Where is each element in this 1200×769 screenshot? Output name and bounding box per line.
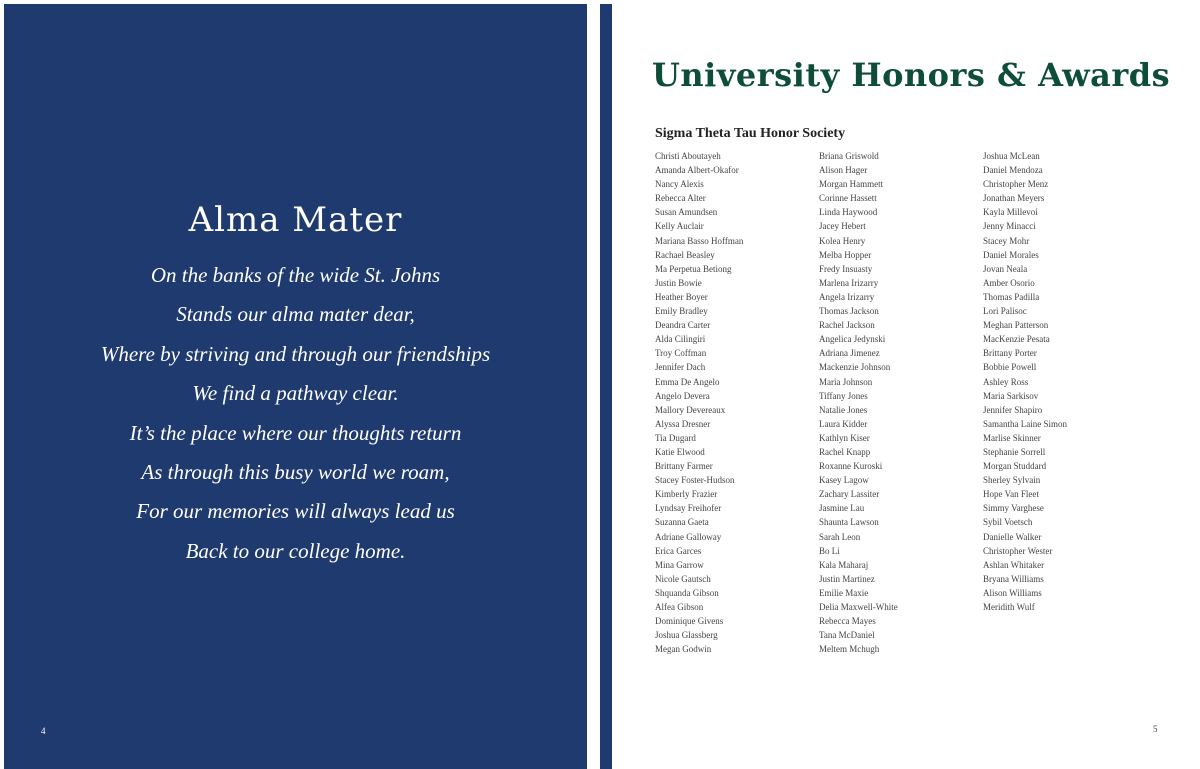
member-name: Morgan Studdard	[983, 461, 1047, 472]
member-name: Amber Osorio	[983, 277, 1035, 288]
member-name: Marlena Irizarry	[819, 277, 879, 288]
member-name: Angela Irizarry	[819, 291, 875, 302]
member-name: Brittany Farmer	[655, 461, 713, 472]
verse-line: For our memories will always lead us	[136, 499, 455, 524]
member-name: Kimberly Frazier	[655, 489, 718, 500]
member-name: Zachary Lassiter	[819, 489, 880, 500]
member-name: Dominique Givens	[655, 616, 724, 627]
member-name: Morgan Hammett	[819, 179, 884, 190]
member-name: Jennifer Dach	[655, 362, 706, 373]
member-name: Mariana Basso Hoffman	[655, 235, 744, 246]
member-name: Jovan Neala	[983, 263, 1028, 274]
member-name: Delia Maxwell-White	[819, 602, 898, 612]
member-name: Amanda Albert-Okafor	[655, 165, 739, 176]
member-name: Justin Bowie	[655, 277, 702, 288]
member-name: Simmy Varghese	[983, 503, 1044, 514]
member-name: Christopher Wester	[983, 545, 1053, 556]
member-name: Bo Li	[819, 545, 840, 556]
member-name: Briana Griswold	[819, 151, 879, 161]
member-name: Rachael Beasley	[655, 249, 715, 260]
member-name: Alda Cilingiri	[655, 334, 706, 345]
member-name: Stacey Mohr	[983, 235, 1030, 246]
member-name: Susan Amundsen	[655, 207, 718, 218]
member-name: Nancy Alexis	[655, 179, 704, 190]
member-name: Meltem Mchugh	[819, 644, 880, 655]
member-name: Emilie Maxie	[819, 587, 869, 598]
member-name: Roxanne Kuroski	[819, 461, 883, 472]
verse-line: We find a pathway clear.	[192, 381, 399, 406]
alma-mater-verse	[4, 256, 587, 571]
member-name: Jonathan Meyers	[983, 193, 1045, 204]
member-name: Natalie Jones	[819, 404, 868, 415]
member-name: Jenny Minacci	[983, 221, 1036, 232]
member-name: Joshua Glassberg	[655, 630, 718, 641]
name-column-3	[983, 149, 1067, 614]
member-name: Adriane Galloway	[655, 531, 722, 542]
member-name: Sybil Voetsch	[983, 517, 1033, 528]
member-name: Erica Garces	[655, 545, 702, 556]
member-name: MacKenzie Pesata	[983, 334, 1050, 345]
member-name: Kala Maharaj	[819, 559, 869, 570]
name-column-1	[655, 149, 743, 656]
member-name: Sherley Sylvain	[983, 475, 1041, 486]
member-name: Danielle Walker	[983, 531, 1042, 542]
member-name: Hope Van Fleet	[983, 489, 1039, 500]
member-name: Kayla Millevoi	[983, 207, 1038, 218]
verse-line: It’s the place where our thoughts return	[129, 420, 462, 445]
member-name: Suzanna Gaeta	[655, 517, 709, 528]
member-name: Adriana Jimenez	[819, 348, 880, 359]
verse-line: As through this busy world we roam,	[141, 459, 450, 484]
member-name: Christopher Menz	[983, 179, 1049, 190]
member-name: Ma Perpetua Betiong	[655, 263, 732, 274]
member-name: Tana McDaniel	[819, 630, 875, 641]
member-name: Kelly Auclair	[655, 221, 704, 232]
member-name: Emily Bradley	[655, 306, 708, 317]
verse-line: Back to our college home.	[185, 538, 406, 563]
member-name: Tia Dugard	[655, 432, 696, 443]
member-name: Samantha Laine Simon	[983, 418, 1067, 429]
member-name: Tiffany Jones	[819, 390, 868, 401]
member-name: Bryana Williams	[983, 573, 1044, 584]
member-name: Kolea Henry	[819, 235, 866, 246]
member-name: Alison Williams	[983, 587, 1042, 598]
member-name: Angelica Jedynski	[819, 334, 886, 345]
member-name: Maria Johnson	[819, 376, 873, 387]
member-name: Shquanda Gibson	[655, 587, 719, 598]
verse-line: Where by striving and through our friendships	[100, 341, 491, 366]
member-name: Mina Garrow	[655, 559, 704, 570]
member-name: Alfea Gibson	[655, 602, 704, 612]
member-name: Heather Boyer	[655, 291, 708, 302]
member-name: Rachel Knapp	[819, 446, 871, 457]
member-name: Kasey Lagow	[819, 475, 869, 486]
member-name: Justin Martinez	[819, 573, 875, 584]
member-name: Laura Kidder	[819, 418, 868, 429]
member-name: Ashlan Whitaker	[983, 559, 1045, 570]
member-name: Stephanie Sorrell	[983, 446, 1046, 457]
member-name: Rebecca Alter	[655, 193, 706, 204]
member-name: Mallory Devereaux	[655, 404, 726, 415]
page-number-left: 4	[41, 726, 46, 736]
member-name: Mackenzie Johnson	[819, 362, 891, 373]
member-name: Jennifer Shapiro	[983, 404, 1043, 415]
honors-awards-title: University Honors & Awards	[652, 56, 1171, 94]
member-name: Daniel Mendoza	[983, 165, 1043, 176]
member-name: Thomas Jackson	[819, 306, 879, 317]
member-name: Nicole Gautsch	[655, 573, 711, 584]
member-name: Joshua McLean	[983, 151, 1040, 161]
member-name: Lori Palisoc	[983, 306, 1027, 317]
member-name: Meghan Patterson	[983, 320, 1049, 331]
member-name: Fredy Insuasty	[819, 263, 873, 274]
member-name: Corinne Hassett	[819, 193, 877, 204]
member-name: Alyssa Dresner	[655, 418, 711, 429]
member-name: Maria Sarkisov	[983, 390, 1039, 401]
member-name: Marlise Skinner	[983, 432, 1041, 443]
member-name: Jacey Hebert	[819, 221, 866, 232]
member-name: Megan Godwin	[655, 644, 712, 655]
member-name: Melba Hopper	[819, 249, 872, 260]
alma-mater-title: Alma Mater	[188, 200, 403, 240]
verse-line: On the banks of the wide St. Johns	[150, 263, 441, 287]
member-name: Rebecca Mayes	[819, 616, 876, 627]
member-name: Stacey Foster-Hudson	[655, 475, 735, 486]
member-name: Deandra Carter	[655, 320, 711, 331]
member-name: Sarah Leon	[819, 531, 861, 542]
member-name: Emma De Angelo	[655, 376, 720, 387]
member-name: Lyndsay Freihofer	[655, 503, 722, 514]
member-name: Ashley Ross	[983, 376, 1029, 387]
member-name: Meridith Wulf	[983, 602, 1035, 612]
left-page	[4, 4, 587, 769]
member-name: Linda Haywood	[819, 207, 878, 218]
verse-line: Stands our alma mater dear,	[176, 302, 415, 327]
member-name: Katie Elwood	[655, 446, 705, 457]
page-number-right: 5	[1153, 724, 1158, 734]
name-column-2	[819, 149, 898, 656]
member-name: Bobbie Powell	[983, 362, 1037, 373]
section-heading: Sigma Theta Tau Honor Society	[655, 126, 846, 141]
member-name: Jasmine Lau	[819, 503, 865, 514]
member-name: Angelo Devera	[655, 390, 710, 401]
page-spine-bar	[600, 4, 612, 769]
member-name: Alison Hager	[819, 165, 868, 176]
member-name: Christi Aboutayeh	[655, 151, 721, 161]
member-name: Kathlyn Kiser	[819, 432, 870, 443]
member-name: Rachel Jackson	[819, 320, 875, 331]
member-name: Thomas Padilla	[983, 291, 1040, 302]
member-name: Brittany Porter	[983, 348, 1037, 359]
member-name: Shaunta Lawson	[819, 517, 879, 528]
member-name: Troy Coffman	[655, 348, 707, 359]
member-name: Daniel Morales	[983, 249, 1039, 260]
